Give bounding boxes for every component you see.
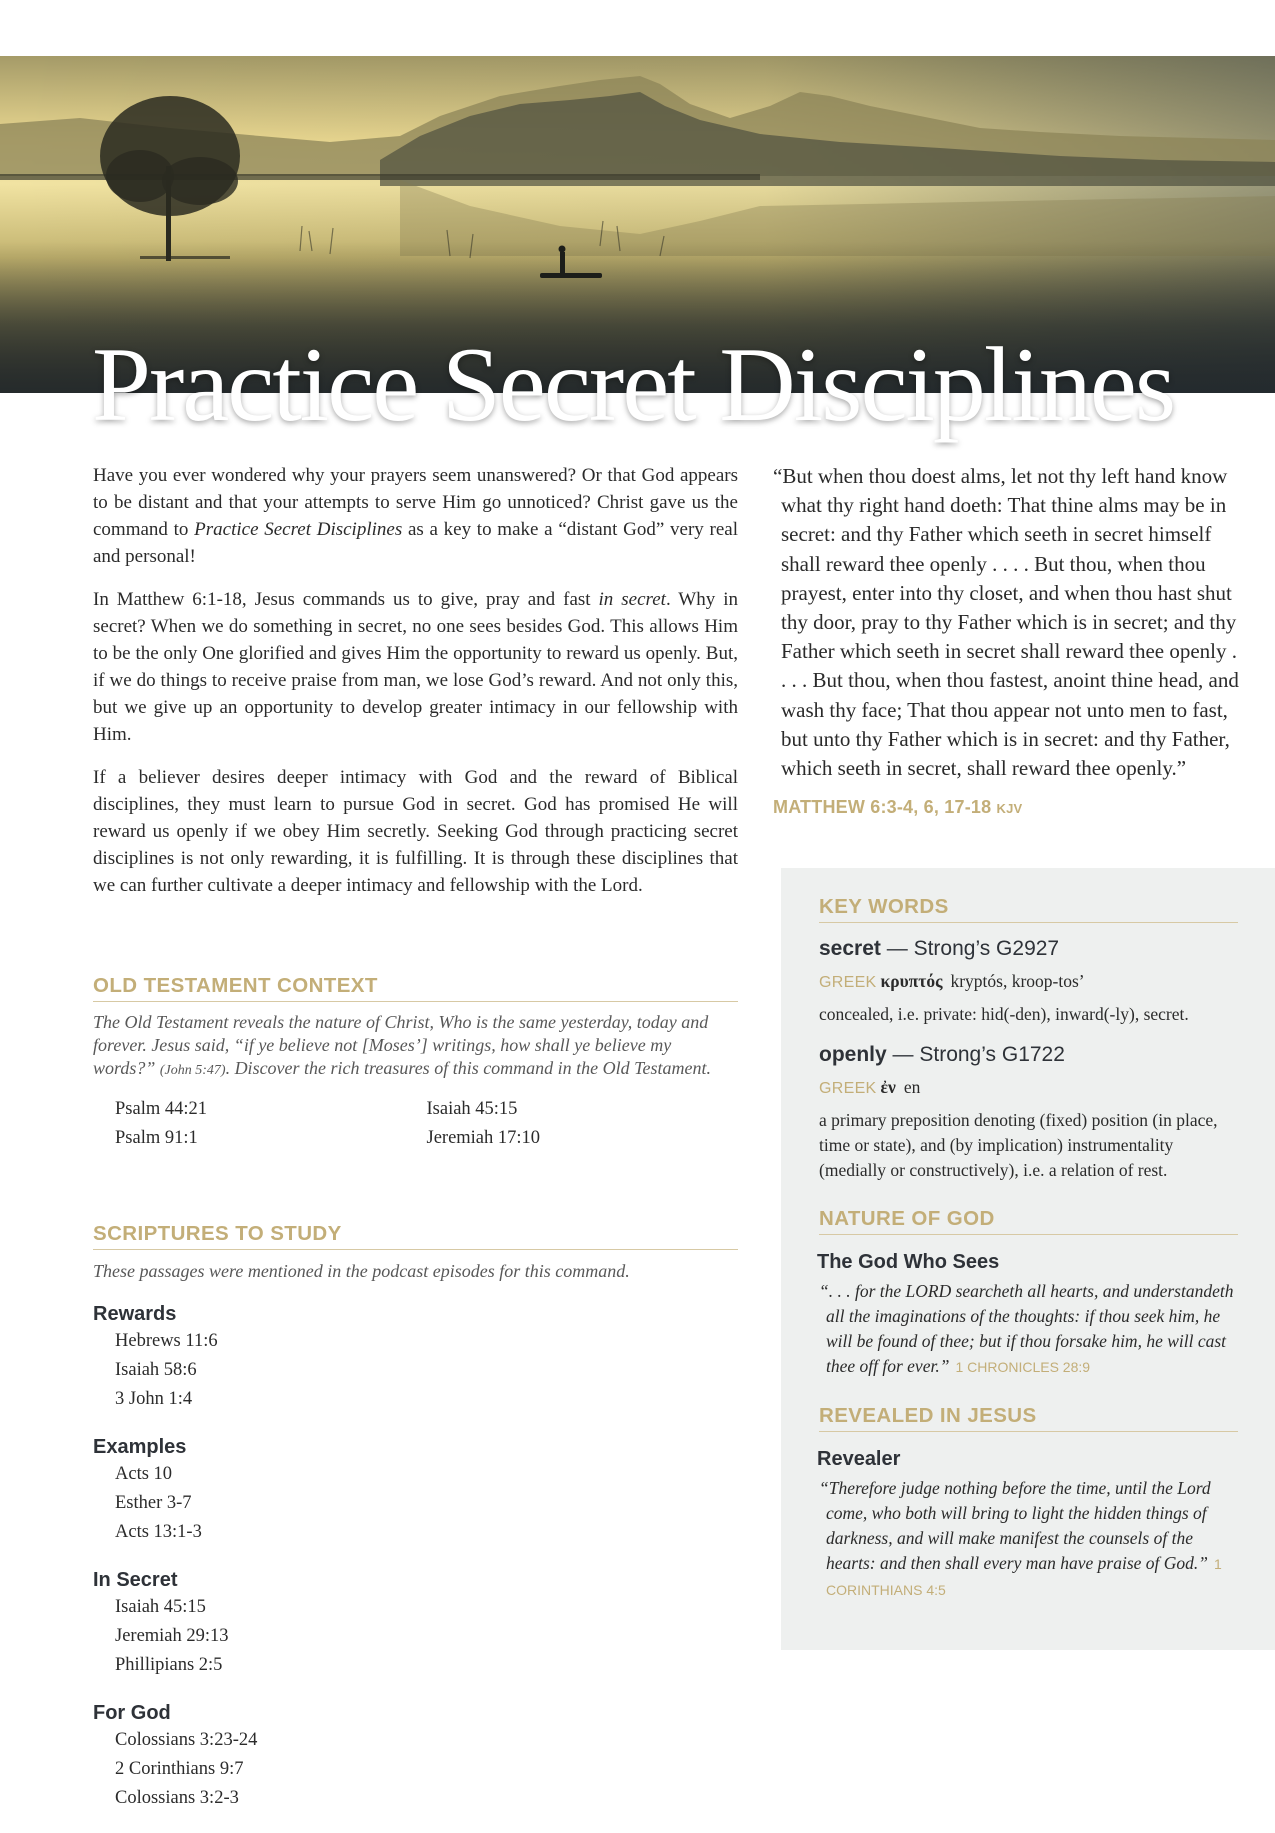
key-word-term: secret — Strong’s G2927 bbox=[819, 937, 1060, 960]
quote-text: “But when thou doest alms, let not thy left hand know what thy right hand doeth: That thine alms may be in secret: and thy Father which seeth in secret himself shall reward thee openly . . . . But thou, when thou prayest, enter into thy closet, and when thou hast shut thy door, pray to thy Father which is in secret; and thy Father which seeth in secret shall reward thee openly . . . . But thou, when thou fastest, anoint thine head, and wash thy face; That thou appear not unto men to fast, but unto thy Father which is in secret: and thy Father, which seeth in secret, shall reward thee openly.” bbox=[773, 464, 1239, 781]
page-title: Practice Secret Disciplines bbox=[92, 326, 1175, 443]
scriptures-heading: SCRIPTURES TO STUDY bbox=[93, 1222, 738, 1250]
group-title: For God bbox=[93, 1702, 171, 1724]
revealed-in-jesus-title: Revealer bbox=[817, 1448, 901, 1470]
scriptures-description: These passages were mentioned in the podcast episodes for this command. bbox=[93, 1261, 630, 1281]
nature-of-god-section bbox=[819, 1207, 1238, 1380]
scripture-item: 2 Corinthians 9:7 bbox=[115, 1759, 244, 1779]
reference-item: Psalm 44:21 bbox=[115, 1099, 207, 1119]
key-word-definition: a primary preposition denoting (fixed) position (in place, time or state), and (by implication) instrumentality (medially or constructively), i.e. a relation of rest. bbox=[819, 1110, 1218, 1180]
group-title: Rewards bbox=[93, 1303, 177, 1325]
scripture-item: Phillipians 2:5 bbox=[115, 1655, 223, 1675]
scripture-item: Acts 13:1-3 bbox=[115, 1522, 202, 1542]
reference-column bbox=[427, 1095, 739, 1153]
group-title: In Secret bbox=[93, 1569, 178, 1591]
nature-of-god-quote: “. . . for the LORD searcheth all hearts, and understandeth all the imaginations of the thoughts: if thou seek him, he will be found of thee; but if thou forsake him, he will cast thee off for ever.” 1 CHRONICLES 28:9 bbox=[819, 1281, 1234, 1376]
key-word-greek: GREEK ἐν en bbox=[819, 1077, 921, 1097]
scripture-item: Colossians 3:23-24 bbox=[115, 1730, 258, 1750]
old-testament-section bbox=[93, 974, 738, 1153]
scripture-group-examples bbox=[93, 1434, 442, 1547]
scripture-quote bbox=[773, 462, 1243, 818]
intro-paragraph-2: In Matthew 6:1-18, Jesus commands us to give, pray and fast in secret. Why in secret? When we do something in secret, no one sees besides God. This allows Him to be the only One glorified and gives Him the opportunity to reward us openly. But, if we do things to receive praise from man, we lose God’s reward. And not only this, but we give up an opportunity to develop greater intimacy in our fellowship with Him. bbox=[93, 589, 738, 745]
old-testament-references bbox=[93, 1095, 738, 1153]
intro-section bbox=[93, 462, 738, 915]
old-testament-description: The Old Testament reveals the nature of Christ, Who is the same yesterday, today and forever. Jesus said, “if ye believe not [Moses’] writings, how shall ye believe my words?” (John 5:47). Discover the rich treasures of this command in the Old Testament. bbox=[93, 1012, 712, 1078]
scripture-item: 3 John 1:4 bbox=[115, 1389, 193, 1409]
scripture-item: Esther 3-7 bbox=[115, 1493, 192, 1513]
hero-banner bbox=[0, 56, 1275, 443]
scripture-item: Colossians 3:2-3 bbox=[115, 1788, 239, 1808]
key-words-heading: KEY WORDS bbox=[819, 895, 1238, 923]
key-word-term: openly — Strong’s G1722 bbox=[819, 1043, 1065, 1066]
scripture-group-rewards bbox=[93, 1301, 442, 1414]
intro-paragraph-3: If a believer desires deeper intimacy with God and the reward of Biblical disciplines, they must learn to pursue God in secret. God has promised He will reward us openly if we obey Him secretly. Seeking God through practicing secret disciplines is not only rewarding, it is fulfilling. It is through these disciplines that we can further cultivate a deeper intimacy and fellowship with the Lord. bbox=[93, 767, 738, 896]
group-title: Examples bbox=[93, 1436, 187, 1458]
sidebar-panel-content bbox=[819, 895, 1238, 1603]
old-testament-heading: OLD TESTAMENT CONTEXT bbox=[93, 974, 738, 1002]
scripture-group-for-god bbox=[93, 1700, 442, 1813]
scripture-item: Acts 10 bbox=[115, 1464, 173, 1484]
key-word-definition: concealed, i.e. private: hid(-den), inward(-ly), secret. bbox=[819, 1004, 1189, 1024]
key-word-greek: GREEK κρυπτός kryptós, kroop-tos’ bbox=[819, 971, 1085, 991]
reference-item: Jeremiah 17:10 bbox=[426, 1128, 541, 1148]
nature-of-god-title: The God Who Sees bbox=[817, 1251, 1000, 1273]
key-word-secret bbox=[819, 935, 1238, 1027]
reference-item: Psalm 91:1 bbox=[115, 1128, 198, 1148]
scripture-item: Isaiah 45:15 bbox=[115, 1597, 206, 1617]
scripture-groups bbox=[93, 1301, 738, 1833]
revealed-in-jesus-heading: REVEALED IN JESUS bbox=[819, 1404, 1238, 1432]
scripture-item: Isaiah 58:6 bbox=[115, 1360, 197, 1380]
scripture-item: Hebrews 11:6 bbox=[115, 1331, 218, 1351]
scriptures-section bbox=[93, 1222, 738, 1833]
revealed-in-jesus-quote: “Therefore judge nothing before the time, until the Lord come, who both will bring to light the hidden things of darkness, and will make manifest the counsels of the hearts: and then shall every man have praise of God.” 1 CORINTHIANS 4:5 bbox=[819, 1478, 1222, 1598]
quote-reference: MATTHEW 6:3-4, 6, 17-18 KJV bbox=[773, 797, 1023, 818]
scripture-item: Jeremiah 29:13 bbox=[115, 1626, 229, 1646]
sidebar-panel bbox=[781, 868, 1275, 1650]
key-word-openly bbox=[819, 1041, 1238, 1183]
revealed-in-jesus-section bbox=[819, 1404, 1238, 1603]
nature-of-god-heading: NATURE OF GOD bbox=[819, 1207, 1238, 1235]
reference-column bbox=[115, 1095, 427, 1153]
scripture-group-in-secret bbox=[93, 1567, 442, 1680]
reference-item: Isaiah 45:15 bbox=[426, 1099, 518, 1119]
intro-paragraph-1: Have you ever wondered why your prayers seem unanswered? Or that God appears to be distant and that your attempts to serve Him go unnoticed? Christ gave us the command to Practice Secret Disciplines as a key to make a “distant God” very real and personal! bbox=[93, 465, 738, 567]
